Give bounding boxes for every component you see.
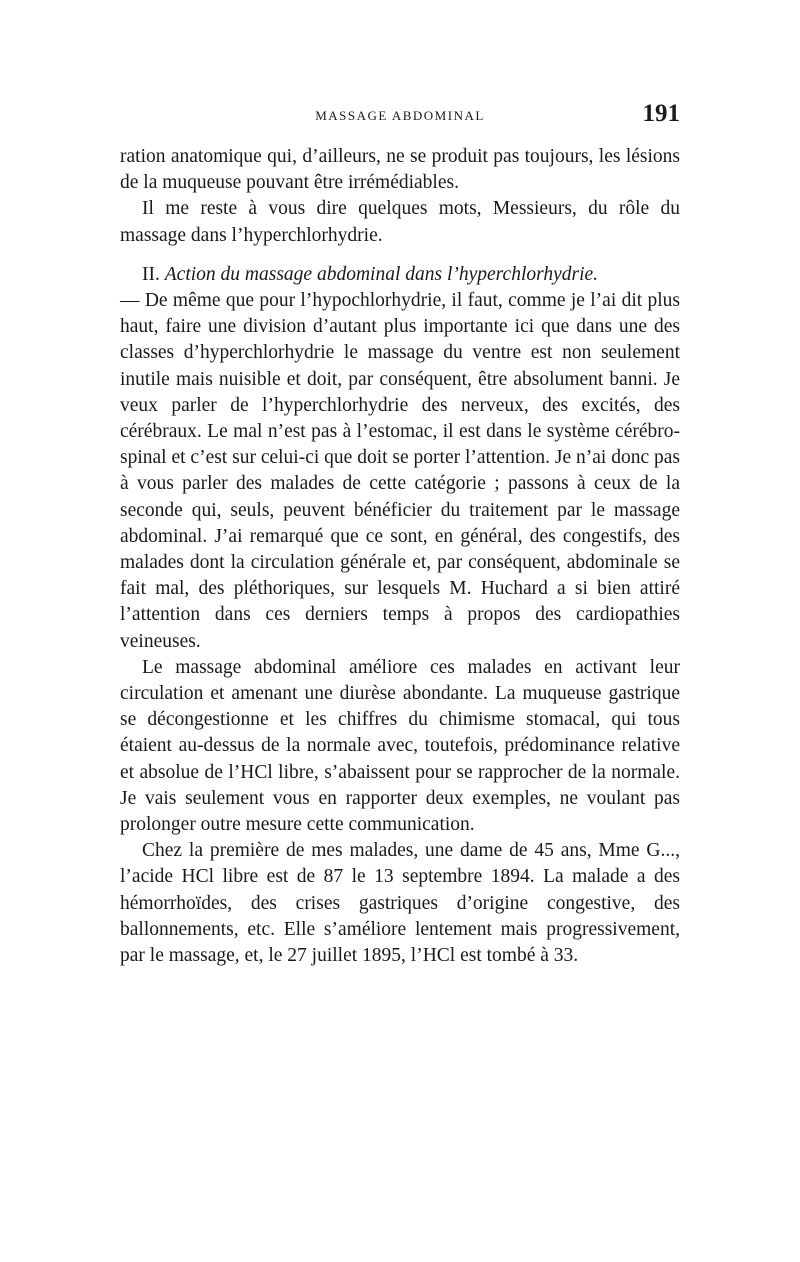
section-heading [120, 262, 680, 288]
paragraph-4: Le massage abdominal améliore ces malades en activant leur circulation et amenant une diurèse abondante. La muqueuse gastrique se décongestionne et les chiffres du chimisme stomacal, qui tous étaient au-dessus de la normale avec, toutefois, prédominance relative et absolue de l’HCl libre, s’abaissent pour se rapprocher de la normale. Je vais seulement vous en rapporter deux exemples, ne voulant pas prolonger outre mesure cette communication. [120, 656, 680, 836]
running-title: MASSAGE ABDOMINAL [315, 108, 485, 123]
paragraph-5: Chez la première de mes malades, une dame de 45 ans, Mme G..., l’acide HCl libre est de 87 le 13 septembre 1894. La malade a des hémorrhoïdes, des crises gastriques d’origine congestive, des ballonnements, etc. Elle s’améliore lentement mais progressivement, par le massage, et, le 27 juillet 1895, l’HCl est tombé à 33. [120, 840, 680, 967]
book-page [120, 100, 680, 969]
paragraph-1: ration anatomique qui, d’ailleurs, ne se produit pas toujours, les lésions de la muqueuse pouvant être irrémédiables. [120, 146, 680, 194]
body-text [120, 144, 680, 969]
paragraph-3: — De même que pour l’hypochlorhydrie, il faut, comme je l’ai dit plus haut, faire une division d’autant plus importante ici que dans une des classes d’hyperchlorhydrie le massage du ventre est non seulement inutile mais nuisible et doit, par conséquent, être absolument banni. Je veux parler de l’hyperchlorhydrie des nerveux, des excités, des cérébraux. Le mal n’est pas à l’estomac, il est dans le système cérébro-spinal et c’est sur celui-ci que doit se porter l’attention. Je n’ai donc pas à vous parler des malades de cette catégorie ; passons à ceux de la seconde qui, seuls, peuvent bénéficier du traitement par le massage abdominal. J’ai remarqué que ce sont, en général, des congestifs, des malades dont la circulation générale et, par conséquent, abdominale se fait mal, des pléthoriques, sur lesquels M. Huchard a si bien attiré l’attention dans ces derniers temps à propos des cardiopathies veineuses. [120, 290, 680, 652]
page-number: 191 [642, 100, 680, 127]
paragraph-2: Il me reste à vous dire quelques mots, Messieurs, du rôle du massage dans l’hyperchlorhydrie. [120, 198, 680, 246]
section-title: Action du massage abdominal dans l’hyperchlorhydrie. [164, 263, 599, 285]
section-number: II. [142, 263, 160, 285]
running-head [120, 100, 680, 144]
